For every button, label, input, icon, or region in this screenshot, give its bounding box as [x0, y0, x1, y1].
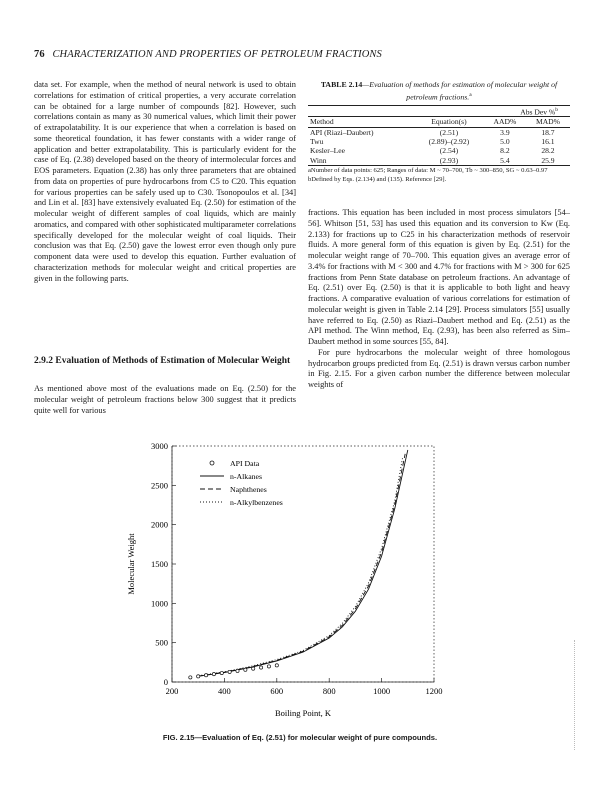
api-data-point	[267, 665, 270, 668]
series-n-alkylbenzenes	[198, 458, 402, 676]
x-tick-label: 1000	[373, 686, 391, 696]
left-column	[34, 80, 296, 284]
left-paragraph: data set. For example, when the method of neural network is used to obtain correlations for estimation of critical properties, a very accurate correlation can be obtained for a large number of compounds [82]. However, such correlations contain as many as 30 numerical values, which limit their power of extrapolatability. It is our experience that when a correlation is based on some theoretical foundation, it has fewer constants with a wider range of application and better extrapolatability. This is particularly evident for the case of Eq. (2.38) developed based on the theory of intermolecular forces and EOS parameters. Equation (2.38) has only three parameters that are obtained from data on properties of pure hydrocarbons from C5 to C20. This equation for various properties can be safely used up to C30. Tsonopoulos et al. [34] and Lin et al. [83] have extensively evaluated Eq. (2.50) for estimation of the molecular weight of different samples of coal liquids, which are mainly aromatics, and compared with other sophisticated multiparameter correlations specifically developed for the molecular weight of coal liquids. Their conclusion was that Eq. (2.50) gave the lowest error even though only pure component data were used to develop this equation. Further evaluation of characterization methods for molecular weight and critical properties are given in the following parts.	[34, 80, 296, 283]
y-tick-label: 1000	[151, 598, 168, 609]
left-column-continued	[34, 384, 296, 416]
legend-entry: n-Alkanes	[230, 472, 263, 481]
margin-stamp	[574, 640, 583, 750]
running-header	[34, 49, 570, 60]
table-row: API (Riazi–Daubert) (2.51) 3.9 18.7	[308, 127, 570, 137]
y-tick-label: 500	[155, 637, 168, 648]
running-title: CHARACTERIZATION AND PROPERTIES OF PETROLEUM FRACTIONS	[52, 49, 382, 60]
col-aad: AAD%	[493, 117, 517, 127]
y-axis-label: Molecular Weight	[126, 533, 136, 595]
figure-caption: FIG. 2.15—Evaluation of Eq. (2.51) for molecular weight of pure compounds.	[162, 733, 438, 742]
section-heading	[34, 356, 296, 368]
api-data-point	[197, 675, 200, 678]
api-data-point	[212, 673, 215, 676]
api-data-point	[220, 671, 223, 674]
legend-entry: n-Alkylbenzenes	[230, 498, 283, 507]
abs-dev-header: Abs Dev %$^b$	[520, 106, 558, 117]
table-caption	[308, 80, 570, 103]
section-number: 2.9.2	[34, 356, 53, 366]
legend-entry: API Data	[230, 459, 260, 468]
api-data-point	[189, 676, 192, 679]
molecular-weight-chart	[110, 436, 450, 726]
api-data-point	[252, 667, 255, 670]
y-tick-label: 1500	[151, 559, 168, 569]
table-caption-sup: a	[469, 92, 472, 98]
table-caption-text: —Evaluation of methods for estimation of molecular weight of petroleum fractions.	[362, 80, 558, 102]
api-data-point	[204, 674, 207, 677]
right-paragraph-2: For pure hydrocarbons the molecular weight of three homologous hydrocarbon groups predicted from Eq. (2.51) is drawn versus carbon number in Fig. 2.15. For a given carbon number the difference between molecular weights of	[308, 347, 570, 389]
x-tick-label: 600	[270, 686, 284, 696]
table-row: Kesler–Lee (2.54) 8.2 28.2	[310, 146, 555, 156]
table-row: Twu (2.89)–(2.92) 5.0 16.1	[310, 137, 555, 147]
left-paragraph-2: As mentioned above most of the evaluations made on Eq. (2.50) for the molecular weight of petroleum fractions below 300 suggest that it predicts quite well for various	[34, 384, 296, 415]
table-note-a: aNumber of data points: 625; Ranges of data: M ~ 70–700, Tb ~ 300–850, SG ~ 0.63–0.97	[308, 166, 548, 174]
col-equation: Equation(s)	[431, 117, 467, 127]
api-data-point	[275, 664, 278, 667]
section-title: Evaluation of Methods of Estimation of Molecular Weight	[55, 356, 291, 366]
col-mad: MAD%	[535, 117, 560, 127]
right-column	[308, 208, 570, 391]
right-paragraph-1: fractions. This equation has been included in most process simulators [54–56]. Whitson [51, 53] has used this equation and its conversion to Kw (Eq. 2.133) for fractions up to C25 in his characterization methods of reservoir fluids. A more general form of this equation is given by Eq. (2.51) for the molecular weight range of 70–700. This equation gives an average error of 3.4% for fractions with M < 300 and 4.7% for fractions with M > 300 for 625 fractions from Penn State database on petroleum fractions. An advantage of Eq. (2.51) over Eq. (2.50) is that it is applicable to both light and heavy fractions. A comparative evaluation of various correlations for estimation of molecular weight is given in Table 2.14 [29]. Process simulators [55] usually have referred to Eq. (2.50) as Riazi–Daubert method and Eq. (2.51) as the API method. The Winn method, Eq. (2.93), has been also referred as Sim–Daubert method in some sources [55, 84].	[308, 208, 570, 346]
api-data-point	[236, 669, 239, 672]
api-data-point	[244, 668, 247, 671]
api-data-point	[228, 670, 231, 673]
legend-marker	[210, 461, 214, 465]
table-label: TABLE 2.14	[320, 80, 363, 89]
x-tick-label: 800	[322, 686, 336, 696]
y-tick-label: 0	[163, 677, 168, 687]
x-axis-label: Boiling Point, K	[275, 708, 331, 718]
table-2-14	[308, 80, 570, 184]
x-tick-label: 200	[165, 686, 179, 696]
legend-entry: Naphthenes	[230, 485, 267, 494]
method-table	[308, 105, 570, 166]
x-tick-label: 1200	[425, 686, 443, 696]
api-data-point	[259, 666, 262, 669]
page-number: 76	[34, 49, 45, 60]
y-tick-label: 2000	[151, 519, 168, 530]
table-row: Winn (2.93) 5.4 25.9	[308, 156, 570, 166]
col-method: Method	[310, 117, 334, 127]
plot-frame	[172, 446, 434, 682]
table-note-b: bDefined by Eqs. (2.134) and (135). Reference [29].	[308, 176, 447, 184]
x-tick-label: 400	[218, 686, 231, 696]
y-tick-label: 2500	[151, 480, 168, 491]
y-tick-label: 3000	[151, 441, 168, 451]
